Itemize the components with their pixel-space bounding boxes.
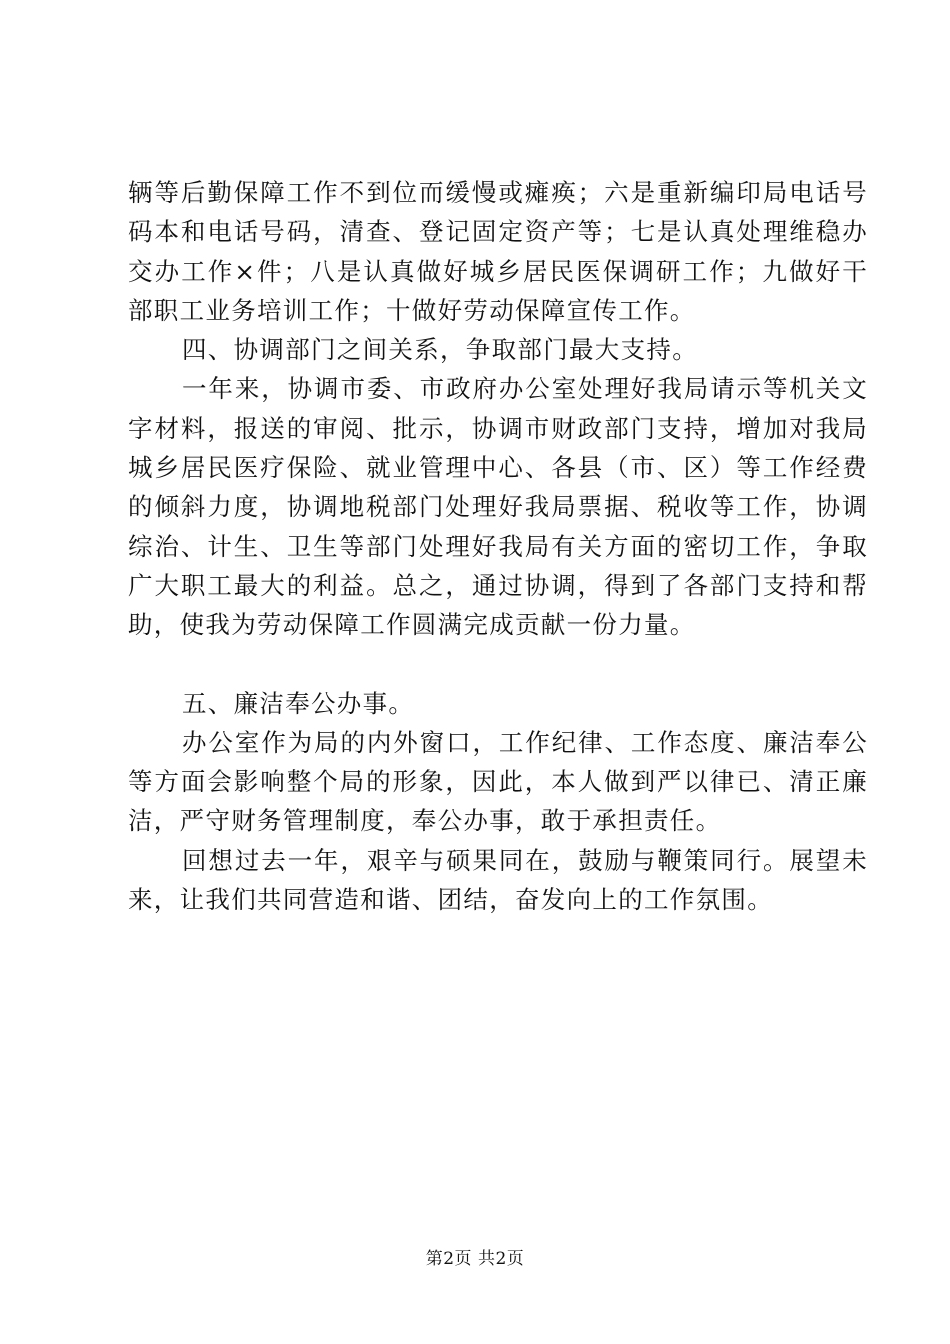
paragraph-conclusion: 回想过去一年，艰辛与硕果同在，鼓励与鞭策同行。展望未来，让我们共同营造和谐、团结，奋发向上的工作氛围。 [128,845,868,915]
document-body [128,173,868,919]
page-number-footer: 第2页 共2页 [425,1249,525,1269]
section-heading-integrity: 五、廉洁奉公办事。 [182,688,415,718]
paragraph-integrity: 办公室作为局的内外窗口，工作纪律、工作态度、廉洁奉公等方面会影响整个局的形象，因此，本人做到严以律已、清正廉洁，严守财务管理制度，奉公办事，敢于承担责任。 [128,727,868,836]
section-heading-coordination: 四、协调部门之间关系，争取部门最大支持。 [182,335,698,365]
paragraph-continuation: 辆等后勤保障工作不到位而缓慢或瘫痪；六是重新编印局电话号码本和电话号码，清查、登记固定资产等；七是认真处理维稳办交办工作×件；八是认真做好城乡居民医保调研工作；九做好干部职工业务培训工作；十做好劳动保障宣传工作。 [128,178,868,325]
paragraph-coordination: 一年来，协调市委、市政府办公室处理好我局请示等机关文字材料，报送的审阅、批示，协调市财政部门支持，增加对我局城乡居民医疗保险、就业管理中心、各县（市、区）等工作经费的倾斜力度，协调地税部门处理好我局票据、税收等工作，协调综治、计生、卫生等部门处理好我局有关方面的密切工作，争取广大职工最大的利益。总之，通过协调，得到了各部门支持和帮助，使我为劳动保障工作圆满完成贡献一份力量。 [128,374,868,640]
